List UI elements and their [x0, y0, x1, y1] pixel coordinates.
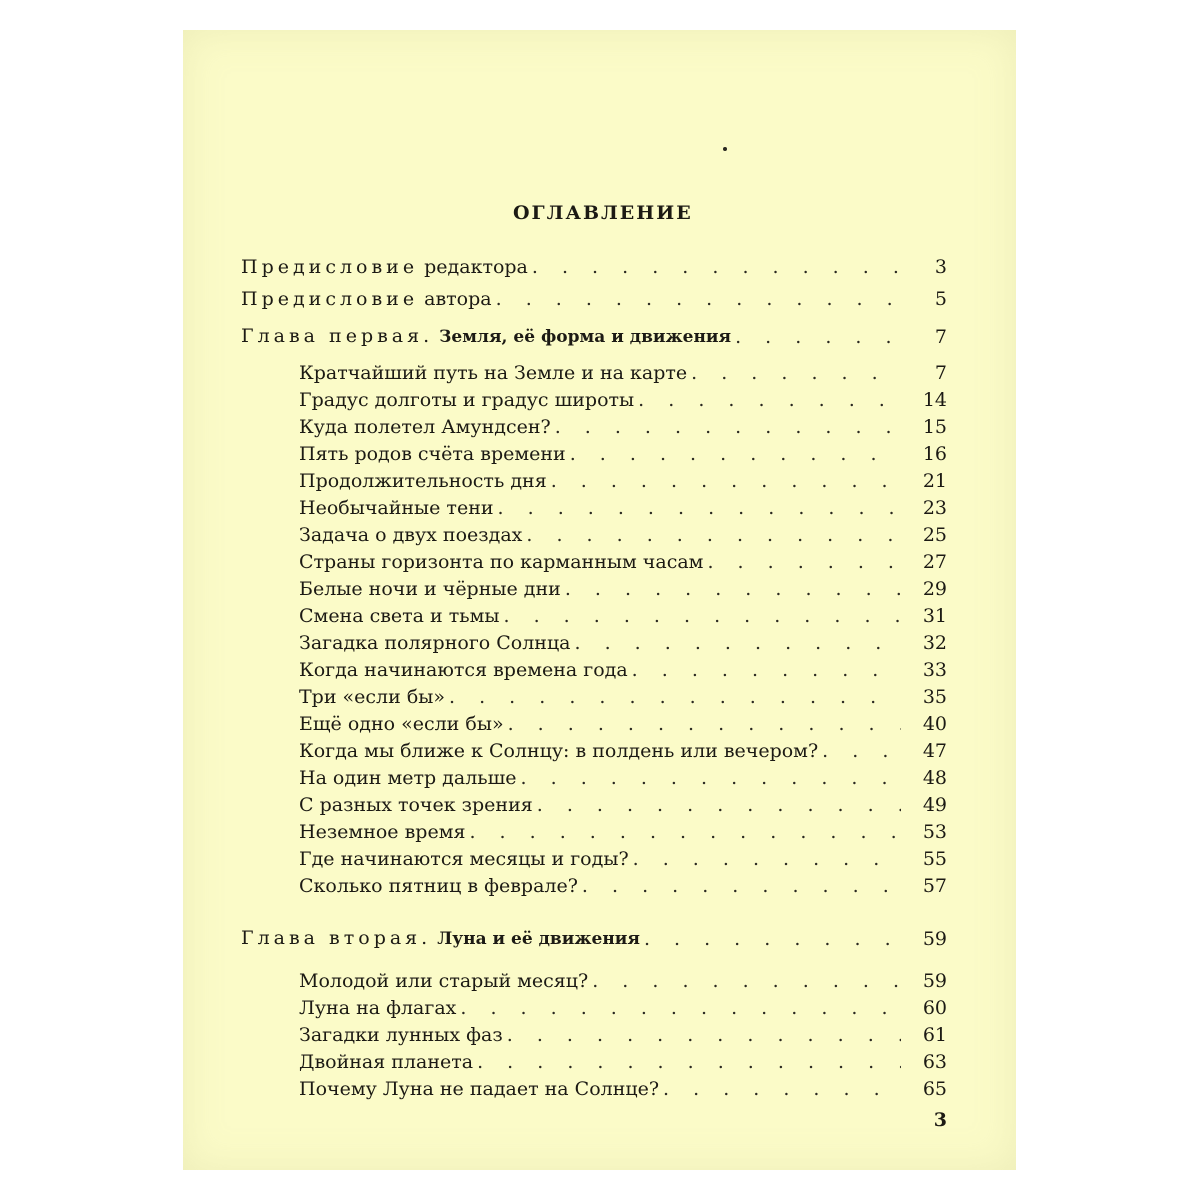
entry-title: Когда начинаются времена года [299, 659, 628, 681]
entry-title: Загадка полярного Солнца [299, 632, 571, 654]
dot-leader [460, 995, 901, 1021]
toc-section-entry [299, 387, 947, 413]
entry-title: Когда мы ближе к Солнцу: в полдень или вечером? [299, 740, 819, 762]
entry-title: Глава первая. Земля, её форма и движения [241, 325, 732, 347]
toc-section-entry [299, 441, 947, 467]
page-number: 16 [922, 443, 947, 465]
dot-leader [504, 603, 901, 629]
dot-leader [537, 792, 901, 818]
entry-title: С разных точек зрения [299, 794, 533, 816]
toc-section-entry [299, 360, 947, 386]
page-number: 63 [922, 1051, 947, 1073]
entry-title: Градус долготы и градус широты [299, 389, 635, 411]
toc-title: ОГЛАВЛЕНИЕ [513, 202, 693, 224]
entry-title: Неземное время [299, 821, 466, 843]
page-number: 23 [922, 497, 947, 519]
dot-leader [565, 576, 901, 602]
page-number: 15 [922, 416, 947, 438]
toc-section-entry [299, 495, 947, 521]
dot-leader [633, 846, 901, 872]
page-number: 29 [922, 578, 947, 600]
dot-leader [638, 387, 901, 413]
page-number: 35 [922, 686, 947, 708]
entry-title: Сколько пятниц в феврале? [299, 875, 578, 897]
entry-title: Глава вторая. Луна и её движения [241, 927, 640, 949]
entry-title: Загадки лунных фаз [299, 1024, 503, 1046]
page-number: 5 [934, 288, 947, 310]
toc-section-entry [299, 711, 947, 737]
toc-section-entry [299, 738, 947, 764]
page-number: 65 [922, 1078, 947, 1100]
entry-title: Почему Луна не падает на Солнце? [299, 1078, 660, 1100]
dot-leader [551, 468, 901, 494]
dot-leader [644, 926, 901, 952]
page-number: 21 [922, 470, 947, 492]
toc-entry-front [241, 286, 947, 312]
toc-chapter-heading [241, 324, 947, 350]
toc-section-entry [299, 1076, 947, 1102]
entry-title: Задача о двух поездах [299, 524, 523, 546]
page-number: 3 [934, 256, 947, 278]
page-number: 53 [922, 821, 947, 843]
toc-section-entry [299, 995, 947, 1021]
page-number: 57 [922, 875, 947, 897]
page-folio: 3 [933, 1109, 947, 1131]
page-number: 33 [922, 659, 947, 681]
entry-title: Луна на флагах [299, 997, 457, 1019]
print-speck [723, 147, 727, 151]
toc-section-entry [299, 792, 947, 818]
page-number: 55 [922, 848, 947, 870]
entry-title: Необычайные тени [299, 497, 494, 519]
entry-title: Где начинаются месяцы и годы? [299, 848, 629, 870]
toc-section-entry [299, 684, 947, 710]
page-number: 61 [922, 1024, 947, 1046]
dot-leader [508, 711, 901, 737]
entry-title: Предисловие автора [241, 288, 492, 310]
page-number: 60 [922, 997, 947, 1019]
page-number: 7 [934, 326, 947, 348]
entry-title: Смена света и тьмы [299, 605, 500, 627]
toc-section-entry [299, 630, 947, 656]
entry-title: Ещё одно «если бы» [299, 713, 504, 735]
entry-title: Предисловие редактора [241, 256, 528, 278]
dot-leader [592, 968, 901, 994]
dot-leader [521, 765, 901, 791]
book-page [183, 30, 1016, 1170]
dot-leader [575, 630, 901, 656]
dot-leader [532, 254, 901, 280]
page-number: 25 [922, 524, 947, 546]
entry-title: Продолжительность дня [299, 470, 547, 492]
toc-entry-front [241, 254, 947, 280]
entry-title: Пять родов счёта времени [299, 443, 566, 465]
dot-leader [735, 324, 901, 350]
entry-title: Белые ночи и чёрные дни [299, 578, 561, 600]
page-number: 49 [922, 794, 947, 816]
toc-section-entry [299, 414, 947, 440]
page-number: 47 [922, 740, 947, 762]
page-number: 59 [922, 928, 947, 950]
page-number: 48 [922, 767, 947, 789]
dot-leader [632, 657, 901, 683]
entry-title: Молодой или старый месяц? [299, 970, 589, 992]
toc-section-entry [299, 765, 947, 791]
dot-leader [477, 1049, 901, 1075]
page-number: 27 [922, 551, 947, 573]
page-number: 32 [922, 632, 947, 654]
dot-leader [663, 1076, 901, 1102]
dot-leader [498, 495, 901, 521]
toc-section-entry [299, 819, 947, 845]
dot-leader [691, 360, 901, 386]
entry-title: Двойная планета [299, 1051, 474, 1073]
toc-section-entry [299, 603, 947, 629]
entry-title: Кратчайший путь на Земле и на карте [299, 362, 688, 384]
page-number: 14 [922, 389, 947, 411]
dot-leader [582, 873, 901, 899]
entry-title: Три «если бы» [299, 686, 446, 708]
toc-section-entry [299, 1049, 947, 1075]
toc-section-entry [299, 968, 947, 994]
dot-leader [707, 549, 901, 575]
entry-title: Куда полетел Амундсен? [299, 416, 551, 438]
page-number: 59 [922, 970, 947, 992]
dot-leader [570, 441, 901, 467]
toc-section-entry [299, 576, 947, 602]
dot-leader [526, 522, 901, 548]
page-number: 31 [922, 605, 947, 627]
dot-leader [469, 819, 901, 845]
entry-title: Страны горизонта по карманным часам [299, 551, 704, 573]
page-number: 40 [922, 713, 947, 735]
dot-leader [496, 286, 901, 312]
toc-section-entry [299, 657, 947, 683]
dot-leader [507, 1022, 901, 1048]
page-number: 7 [934, 362, 947, 384]
dot-leader [449, 684, 901, 710]
entry-title: На один метр дальше [299, 767, 517, 789]
dot-leader [555, 414, 901, 440]
toc-section-entry [299, 468, 947, 494]
toc-section-entry [299, 846, 947, 872]
toc-section-entry [299, 522, 947, 548]
toc-chapter-heading [241, 926, 947, 952]
toc-section-entry [299, 1022, 947, 1048]
toc-section-entry [299, 549, 947, 575]
dot-leader [822, 738, 901, 764]
toc-section-entry [299, 873, 947, 899]
